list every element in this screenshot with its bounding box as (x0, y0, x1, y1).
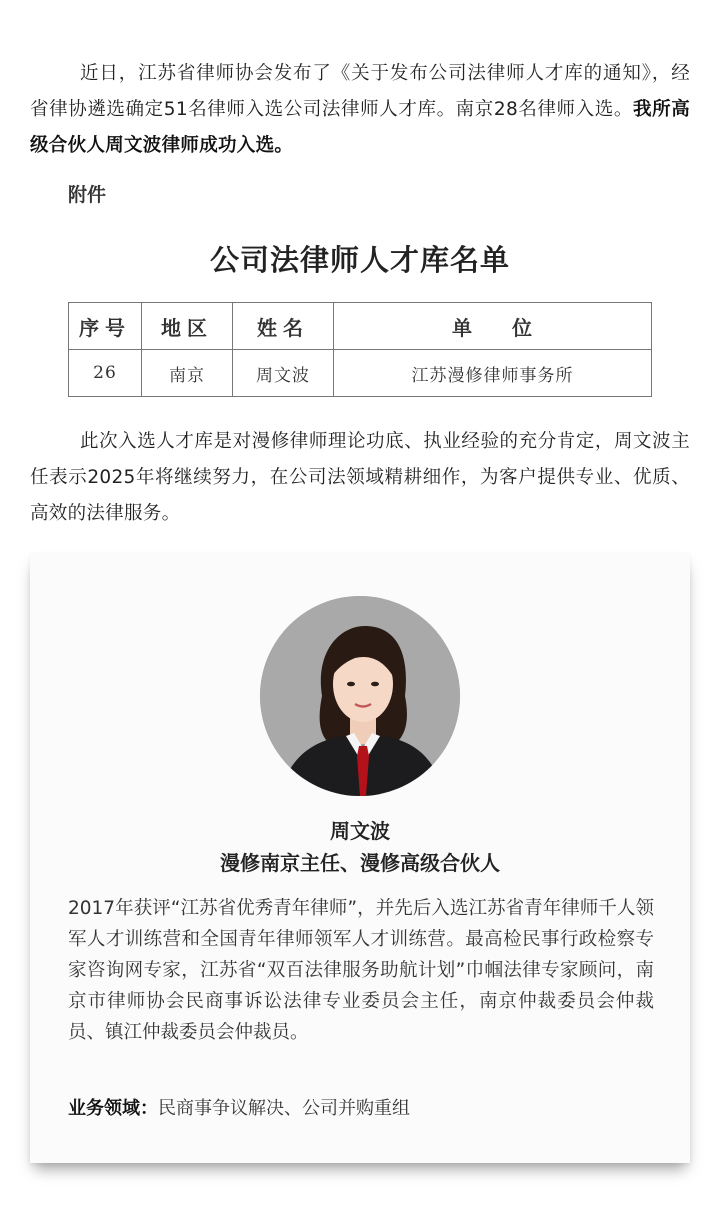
body-paragraph: 此次入选人才库是对漫修律师理论功底、执业经验的充分肯定，周文波主任表示2025年将继续努力，在公司法领域精耕细作，为客户提供专业、优质、高效的法律服务。 (30, 431, 690, 524)
roster-header-row (69, 303, 652, 350)
avatar (260, 596, 460, 796)
cell-number: 26 (69, 350, 142, 397)
practice-areas-label: 业务领域： (68, 1098, 158, 1119)
roster-table (68, 302, 652, 397)
header-name: 姓名 (233, 303, 334, 350)
practice-areas-value: 民商事争议解决、公司并购重组 (158, 1098, 410, 1119)
intro-paragraph (30, 56, 690, 164)
practice-areas (68, 1094, 654, 1120)
profile-role: 漫修南京主任、漫修高级合伙人 (220, 851, 500, 875)
intro-text: 近日，江苏省律师协会发布了《关于发布公司法律师人才库的通知》，经省律协遴选确定51名律师入选公司法律师人才库。南京28名律师入选。 (30, 63, 690, 120)
profile-card (30, 553, 690, 1163)
profile-bio: 2017年获评“江苏省优秀青年律师”，并先后入选江苏省青年律师千人领军人才训练营和全国青年律师领军人才训练营。最高检民事行政检察专家咨询网专家，江苏省“双百法律服务助航计划”巾帼法律专家顾问，南京市律师协会民商事诉讼法律专业委员会主任，南京仲裁委员会仲裁员、镇江仲裁委员会仲裁员。 (68, 898, 654, 1043)
cell-unit: 江苏漫修律师事务所 (334, 350, 652, 397)
header-number: 序号 (69, 303, 142, 350)
header-unit: 单位 (334, 303, 652, 350)
header-region: 地区 (142, 303, 233, 350)
intro-highlight: 我所高级合伙人周文波律师成功入选。 (30, 99, 690, 156)
roster-title: 公司法律师人才库名单 (209, 243, 510, 277)
attachment-label: 附件 (68, 184, 107, 206)
cell-region: 南京 (142, 350, 233, 397)
profile-name: 周文波 (330, 819, 390, 843)
table-row (69, 350, 652, 397)
lawyer-portrait-icon (260, 596, 460, 796)
cell-name: 周文波 (233, 350, 334, 397)
